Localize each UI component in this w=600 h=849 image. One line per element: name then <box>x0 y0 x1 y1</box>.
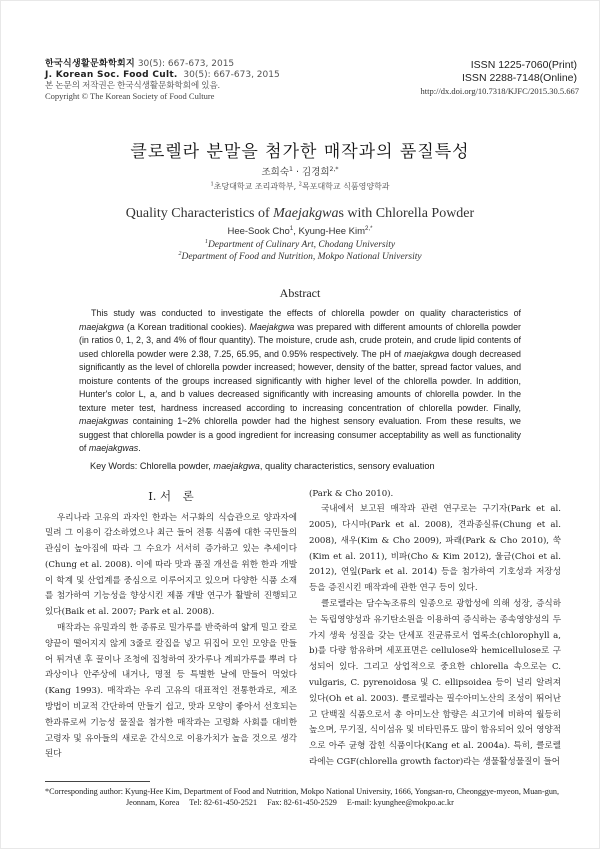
issn-online: ISSN 2288-7148(Online) <box>462 72 577 84</box>
journal-name-ko: 한국식생활문화학회지 <box>45 59 135 69</box>
footnote-tel: Tel: 82-61-450-2521 <box>189 797 258 807</box>
keywords-label: Key Words: <box>90 460 140 471</box>
issn-print: ISSN 1225-7060(Print) <box>470 59 577 71</box>
journal-name-en: J. Korean Soc. Food Cult. <box>45 69 178 80</box>
doi-link[interactable]: http://dx.doi.org/10.7318/KJFC/2015.30.5.667 <box>420 86 579 96</box>
paragraph: 우리나라 고유의 과자인 한과는 서구화의 식습관으로 양과자에 밀려 그 이용이 감소하였으나 최근 들어 전통 식품에 대한 국민들의 관심이 높아짐에 따라 그 수요가 서서히 증가하고 있는 추세이다(Chung et al. 2008). 이에 따라 맛과 품질 개선을 위한 한과 개발이 학계 및 산업계를 중심으로 이루어지고 있으며 다양한 식품 소재를 첨가하여 기능성을 향상시킨 제품 개발 연구가 활발히 진행되고 있다(Baik et al. 2007; Park et al. 2008). <box>45 512 297 618</box>
paragraph: 국내에서 보고된 매작과 관련 연구로는 구기자(Park et al. 2005), 다시마(Park et al. 2008), 견과종실류(Chung et al. 2008), 새우(Kim & Cho 2009), 파래(Park & Cho 2010), 쑥(Kim et al. 2011), 비파(Cho & Kim 2012), 울금(Choi et al. 2012), 연잎(Park et al. 2014) 등을 첨가하여 기호성과 저장성 등을 증진시킨 매작과에 관한 연구 등이 있다. <box>309 504 561 594</box>
body-column-left <box>45 487 297 764</box>
aff-1-en-sup: 1 <box>204 238 208 245</box>
author-2-en-sup: 2,* <box>365 224 373 232</box>
aff-1-ko-sup: 1 <box>210 181 214 188</box>
page-header <box>1 1 599 101</box>
title-en-italic: Maejakgwa <box>273 206 339 221</box>
footnote-block <box>45 781 565 808</box>
title-en-pre: Quality Characteristics of <box>125 206 274 221</box>
journal-volume-ko: 30(5): 667-673, 2015 <box>137 59 235 69</box>
journal-header <box>45 59 280 101</box>
body-column-right <box>309 487 561 771</box>
authors-english <box>1 225 599 238</box>
abstract-text-4: dough decreased significantly as the level of chlorella powder increased; however, density of the batter, spread factor values, and moisture contents of the groups increased significantly with higher level of the chlorella powder. In addition, Hunter's color L, a, and b values decreased significantly with increasing amounts of chlorella powder. In the texture meter test, hardness increased according to increasing concentration of chlorella powder. Finally, <box>79 348 521 413</box>
affiliations-korean <box>1 181 599 193</box>
keywords <box>90 460 520 473</box>
footnote-divider <box>45 781 150 782</box>
abstract-heading: Abstract <box>279 286 321 300</box>
abstract-text-5: containing 1~2% chlorella powder had the highest sensory evaluation. From these results, we suggest that chlorella powder is a good ingredient for increasing consumer acceptability as well as functionality of <box>79 416 521 453</box>
author-1-en: Hee-Sook Cho <box>227 226 290 237</box>
abstract-italic-3: maejakgwa <box>404 348 450 359</box>
abstract-text-2: (a Korean traditional cookies). <box>123 321 250 332</box>
aff-1-ko: 초당대학교 조리과학부, <box>213 182 299 191</box>
section-heading-introduction: I. 서 론 <box>148 488 194 503</box>
copyright-ko: 본 논문의 저작권은 한국식생활문화학회에 있음. <box>45 80 220 90</box>
aff-2-en-sup: 2 <box>178 250 182 257</box>
abstract-italic-4: maejakgwas <box>79 416 129 426</box>
author-1-ko-sup: 1 <box>289 165 293 173</box>
abstract-italic-5: maejakgwas <box>88 443 139 453</box>
aff-2-ko-sup: 2 <box>298 181 302 188</box>
abstract-italic-2: Maejakgwa <box>249 321 295 332</box>
author-separator-ko: · <box>292 167 303 178</box>
abstract-text-3: was prepared with different amounts of chlorella powder (in ratios 0, 1, 2, 3, and 4% of flour quantity). The moisture, crude ash, crude protein, and crude lipid contents of used chlorella powder were 2.38, 7.25, 65.95, and 0.95% respectively. The pH of <box>79 321 521 359</box>
paragraph: (Park & Cho 2010). <box>309 488 394 499</box>
footnote-fax: Fax: 82-61-450-2529 <box>267 797 337 807</box>
journal-line-en <box>45 70 280 81</box>
aff-1-en: Department of Culinary Art, Chodang University <box>207 240 396 250</box>
abstract-body <box>79 307 521 456</box>
copyright-en: Copyright © The Korean Society of Food Culture <box>45 90 215 101</box>
authors-korean <box>1 166 599 180</box>
aff-2-en: Department of Food and Nutrition, Mokpo National University <box>181 252 422 262</box>
keywords-text-1: Chlorella powder, <box>139 460 214 471</box>
abstract-italic-1: maejakgwa <box>79 321 124 332</box>
body-columns <box>45 487 561 771</box>
author-1-ko: 조희숙 <box>261 167 290 178</box>
title-korean: 클로렐라 분말을 첨가한 매작과의 품질특성 <box>130 142 470 162</box>
aff-2-en-line <box>1 251 599 263</box>
keywords-italic: maejakgwa <box>213 460 260 471</box>
journal-line-ko <box>45 59 280 70</box>
author-1-en-sup: 1 <box>289 224 294 232</box>
paragraph: 매작과는 유밀과의 한 종류로 밀가루를 반죽하여 얇게 밀고 칼로 양끝이 떨어지지 않게 3줄로 칼집을 넣고 뒤집어 모인 모양을 만들어 튀겨낸 후 꿀이나 조청에 집청하여 잣가루나 계피가루를 뿌려 다과상이나 안주상에 내거나, 명절 등 특별한 날에 만들어 먹었다(Kang 1993). 매작과는 우리 고유의 대표적인 전통한과로, 제조 방법이 비교적 간단하여 만들기 쉽고, 맛과 모양이 좋아서 선호되는 한과류로써 기능성 물질을 첨가한 매작과는 고령화 사회를 대비한 고령자 및 유아들의 새로운 간식으로 이용가치가 높을 것으로 생각된다 <box>45 623 297 760</box>
affiliations-english <box>1 239 599 263</box>
issn-block <box>420 59 579 97</box>
abstract-text-6: . <box>138 443 141 453</box>
journal-volume-en: 30(5): 667-673, 2015 <box>183 69 280 80</box>
author-2-ko: 김경희 <box>302 167 330 178</box>
footnote-line-1: *Corresponding author: Kyung-Hee Kim, Department of Food and Nutrition, Mokpo National University, 1666, Yongsan-ro, Cheonggye-myeon, Muan-gun, <box>45 786 560 796</box>
footnote-email[interactable]: E-mail: kyunghee@mokpo.ac.kr <box>346 797 454 807</box>
author-separator-en: , <box>293 226 299 237</box>
title-english <box>1 205 599 223</box>
keywords-text-2: , quality characteristics, sensory evaluation <box>259 460 435 471</box>
author-2-ko-sup: 2,* <box>329 165 339 173</box>
footnote-line-2 <box>45 797 565 808</box>
aff-1-en-line <box>1 239 599 251</box>
author-2-en: Kyung-Hee Kim <box>298 226 366 237</box>
paragraph: 클로렐라는 담수녹조류의 일종으로 광합성에 의해 성장, 증식하는 독립영양성과 유기탄소원을 이용하여 증식하는 종속영양성의 두 가지 생육 성질을 갖는 단세포 진균류로서 엽록소(chlorophyll a, b)를 다량 함유하며 세포표면은 cellulose와 hemicellulose로 구성되어 있다. 그리고 상업적으로 중요한 chlorella 속으로는 C. vulgaris, C. pyrenoidosa 및 C. ellipsoidea 등이 널리 알려져 있다(Oh et al. 2003). 클로렐라는 필수아미노산의 조성이 뛰어난 고 단백질 식품으로서 총 아미노산 함량은 쇠고기에 비하여 월등히 높으며, 무기질, 식이섬유 및 비타민류도 많이 함유되어 있어 영양적으로 아주 균형 잡힌 식품이다(Kang et al. 2004a). 특히, 클로렐라에는 CGF(chlorella growth factor)라는 생물활성물질이 들어 <box>309 599 561 768</box>
title-en-post: s with Chlorella Powder <box>338 206 475 221</box>
corresponding-author-footnote <box>45 786 565 808</box>
footnote-address: Jeonnam, Korea <box>126 797 180 807</box>
abstract-text-1: This study was conducted to investigate the effects of chlorella powder on quality characteristics of <box>91 308 521 318</box>
aff-2-ko: 목포대학교 식품영양학과 <box>301 182 390 191</box>
